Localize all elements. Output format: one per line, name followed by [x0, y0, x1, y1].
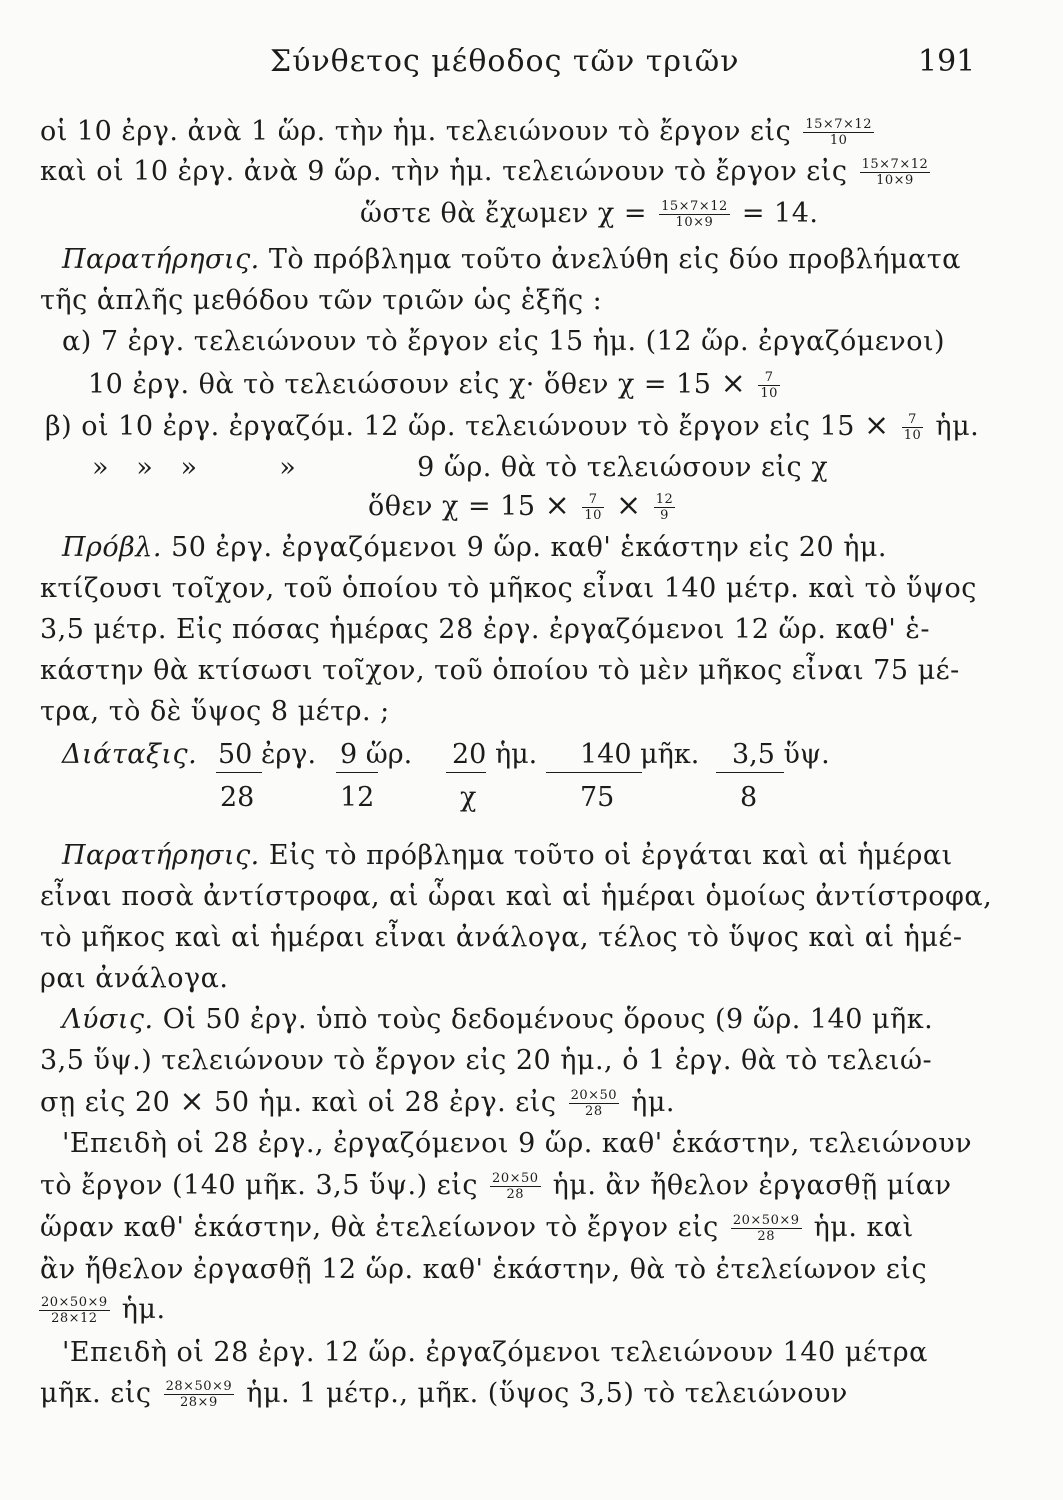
text-line: α) 7 ἐργ. τελειώνουν τὸ ἔργον εἰς 15 ἡμ. (12 ὥρ. ἐργαζόμενοι)	[62, 326, 946, 357]
paragraph-label: Παρατήρησις.	[62, 244, 260, 275]
fraction: $\frac{20\times 50\times 9}{28\times 12}$	[41, 1295, 108, 1326]
ditto-marks: » » » »	[92, 452, 297, 483]
equation-line: ὅθεν χ = 15 × $\frac{7}{10}$ × $\frac{12}{9}$	[368, 488, 674, 523]
text-line: ραι ἀνάλογα.	[40, 963, 229, 994]
text-line: 3,5 μέτρ. Εἰς πόσας ἡμέρας 28 ἐργ. ἐργαζόμενοι 12 ὥρ. καθ' ἑ-	[40, 614, 930, 645]
text-line: Παρατήρησις. Εἰς τὸ πρόβλημα τοῦτο οἱ ἐργάται καὶ αἱ ἡμέραι	[62, 840, 953, 871]
text-line: ὥραν καθ' ἑκάστην, θὰ ἐτελείωνον τὸ ἔργον εἰς $\frac{20\times 50\times 9}{28}$ ἡμ. καὶ	[40, 1212, 914, 1244]
disposition-bar	[716, 772, 784, 773]
paragraph-label: Λύσις.	[62, 1004, 154, 1035]
text-line: ἂν ἤθελον ἐργασθῇ 12 ὥρ. καθ' ἑκάστην, θὰ τὸ ἐτελείωνον εἰς	[40, 1254, 928, 1285]
text-line: Λύσις. Οἱ 50 ἐργ. ὑπὸ τοὺς δεδομένους ὅρους (9 ὥρ. 140 μῆκ.	[62, 1004, 934, 1035]
text-line: 'Επειδὴ οἱ 28 ἐργ., ἐργαζόμενοι 9 ὥρ. καθ' ἑκάστην, τελειώνουν	[62, 1128, 973, 1159]
fraction: $\frac{20\times 50}{28}$	[570, 1088, 618, 1119]
fraction: $\frac{7}{10}$	[760, 370, 778, 401]
text-line: τρα, τὸ δὲ ὕψος 8 μέτρ. ;	[40, 696, 390, 727]
text-line: καὶ οἱ 10 ἐργ. ἀνὰ 9 ὥρ. τὴν ἡμ. τελειώνουν τὸ ἔργον εἰς $\frac{15\times 7\times 12}{10\times 9}$	[40, 156, 929, 188]
fraction: $\frac{15\times 7\times 12}{10\times 9}$	[861, 157, 929, 188]
fraction: $\frac{7}{10}$	[903, 412, 922, 443]
equation-line: 10 ἐργ. θὰ τὸ τελειώσουν εἰς χ· ὅθεν χ = 15 × $\frac{7}{10}$	[88, 366, 778, 401]
fraction: $\frac{15\times 7\times 12}{10\times 9}$	[661, 199, 728, 230]
text-line: κτίζουσι τοῖχον, τοῦ ὁποίου τὸ μῆκος εἶναι 140 μέτρ. καὶ τὸ ὕψος	[40, 573, 977, 604]
fraction: $\frac{20\times 50}{28}$	[492, 1171, 539, 1202]
text-line: τὸ ἔργον (140 μῆκ. 3,5 ὕψ.) εἰς $\frac{20\times 50}{28}$ ἡμ. ἂν ἤθελον ἐργασθῇ μίαν	[40, 1170, 952, 1202]
disposition-bar	[216, 772, 262, 773]
equation-line: ὥστε θὰ ἔχωμεν χ = $\frac{15\times 7\times 12}{10\times 9}$ = 14.	[360, 198, 819, 230]
disposition-bar	[336, 772, 378, 773]
text-line: μῆκ. εἰς $\frac{28\times 50\times 9}{28\times 9}$ ἡμ. 1 μέτρ., μῆκ. (ὕψος 3,5) τὸ τελειώνουν	[40, 1378, 848, 1410]
text-line: εἶναι ποσὰ ἀντίστροφα, αἱ ὧραι καὶ αἱ ἡμέραι ὁμοίως ἀντίστροφα,	[40, 881, 993, 912]
text-line: κάστην θὰ κτίσωσι τοῖχον, τοῦ ὁποίου τὸ μὲν μῆκος εἶναι 75 μέ-	[40, 655, 960, 686]
paragraph-label: Πρόβλ.	[62, 532, 162, 563]
text-line: τῆς ἁπλῆς μεθόδου τῶν τριῶν ὡς ἑξῆς :	[40, 285, 603, 316]
text-line: 3,5 ὕψ.) τελειώνουν τὸ ἔργον εἰς 20 ἡμ., ὁ 1 ἐργ. θὰ τὸ τελειώ-	[40, 1045, 933, 1076]
disposition-bar	[446, 772, 486, 773]
fraction: $\frac{12}{9}$	[655, 492, 674, 523]
text-line: » » » » 9 ὥρ. θὰ τὸ τελειώσουν εἰς χ	[92, 448, 828, 488]
text-line: τὸ μῆκος καὶ αἱ ἡμέραι εἶναι ἀνάλογα, τέλος τὸ ὕψος καὶ αἱ ἡμέ-	[40, 922, 963, 953]
book-page: Σύνθετος μέθοδος τῶν τριῶν 191 οἱ 10 ἐργ. ἀνὰ 1 ὥρ. τὴν ἡμ. τελειώνουν τὸ ἔργον εἰς $\frac{15\times 7\times 12}{10}$ καὶ οἱ 10 ἐργ. ἀνὰ 9 ὥρ. τὴν ἡμ. τελειώνουν τὸ ἔργον εἰς $\frac{15\times 7\times 12}{10\times 9}$ ὥστε θὰ ἔχωμεν χ = $\frac{15\times 7\times 12}{10\times 9}$ = 14. Παρατήρησις. Τὸ πρόβλημα τοῦτο ἀνελύθη εἰς δύο προβλήματα τῆς ἁπλῆς μεθόδου τῶν τριῶν ὡς ἑξῆς : α) 7 ἐργ. τελειώνουν τὸ ἔργον εἰς 15 ἡμ. (12 ὥρ. ἐργαζόμενοι) 10 ἐργ. θὰ τὸ τελειώσουν εἰς χ· ὅθεν χ = 15 × $\frac{7}{10}$ β) οἱ 10 ἐργ. ἐργαζόμ. 12 ὥρ. τελειώνουν τὸ ἔργον εἰς 15 × $\frac{7}{10}$ ἡμ. » » » » 9 ὥρ. θὰ τὸ τελειώσουν εἰς χ ὅθεν χ = 15 × $\frac{7}{10}$ × $\frac{12}{9}$ Πρόβλ. 50 ἐργ. ἐργαζόμενοι 9 ὥρ. καθ' ἑκάστην εἰς 20 ἡμ. κτίζουσι τοῖχον, τοῦ ὁποίου τὸ μῆκος εἶναι 140 μέτρ. καὶ τὸ ὕψος 3,5 μέτρ. Εἰς πόσας ἡμέρας 28 ἐργ. ἐργαζόμενοι 12 ὥρ. καθ' ἑ- κάστην θὰ κτίσωσι τοῖχον, τοῦ ὁποίου τὸ μὲν μῆκος εἶναι 75 μέ- τρα, τὸ δὲ ὕψος 8 μέτρ. ; Διάταξις. 50 ἐργ. 9 ὥρ. 20 ἡμ. 140 μῆκ. 3,5 ὕψ. 28 12 χ 75 8 Παρατήρησις. Εἰς τὸ πρόβλημα τοῦτο οἱ ἐργάται καὶ αἱ ἡμέραι εἶναι ποσὰ ἀντίστροφα, αἱ ὧραι καὶ αἱ ἡμέραι ὁμοίως ἀντίστροφα, τὸ μῆκος καὶ αἱ ἡμέραι εἶναι ἀνάλογα, τέλος τὸ ὕψος καὶ αἱ ἡμέ- ραι ἀνάλογα. Λύσις. Οἱ 50 ἐργ. ὑπὸ τοὺς δεδομένους ὅρους (9 ὥρ. 140 μῆκ. 3,5 ὕψ.) τελειώνουν τὸ ἔργον εἰς 20 ἡμ., ὁ 1 ἐργ. θὰ τὸ τελειώ- σῃ εἰς 20 × 50 ἡμ. καὶ οἱ 28 ἐργ. εἰς $\frac{20\times 50}{28}$ ἡμ. 'Επειδὴ οἱ 28 ἐργ., ἐργαζόμενοι 9 ὥρ. καθ' ἑκάστην, τελειώνουν τὸ ἔργον (140 μῆκ. 3,5 ὕψ.) εἰς $\frac{20\times 50}{28}$ ἡμ. ἂν ἤθελον ἐργασθῇ μίαν ὥραν καθ' ἑκάστην, θὰ ἐτελείωνον τὸ ἔργον εἰς $\frac{20\times 50\times 9}{28}$ ἡμ. καὶ ἂν ἤθελον ἐργασθῇ 12 ὥρ. καθ' ἑκάστην, θὰ τὸ ἐτελείωνον εἰς $\frac{20\times 50\times 9}{28\times 12}$ ἡμ. 'Επειδὴ οἱ 28 ἐργ. 12 ὥρ. ἐργαζόμενοι τελειώνουν 140 μέτρα μῆκ. εἰς $\frac{28\times 50\times 9}{28\times 9}$ ἡμ. 1 μέτρ., μῆκ. (ὕψος 3,5) τὸ τελειώνουν	[0, 0, 1063, 1500]
equation-line: $\frac{20\times 50\times 9}{28\times 12}$ ἡμ.	[41, 1294, 166, 1326]
text-line: οἱ 10 ἐργ. ἀνὰ 1 ὥρ. τὴν ἡμ. τελειώνουν τὸ ἔργον εἰς $\frac{15\times 7\times 12}{10}$	[40, 116, 872, 148]
text-line: β) οἱ 10 ἐργ. ἐργαζόμ. 12 ὥρ. τελειώνουν τὸ ἔργον εἰς 15 × $\frac{7}{10}$ ἡμ.	[45, 408, 980, 443]
running-title: Σύνθετος μέθοδος τῶν τριῶν	[270, 44, 740, 79]
text-line: Πρόβλ. 50 ἐργ. ἐργαζόμενοι 9 ὥρ. καθ' ἑκάστην εἰς 20 ἡμ.	[62, 532, 888, 563]
fraction: $\frac{7}{10}$	[584, 492, 602, 523]
paragraph-label: Παρατήρησις.	[62, 840, 260, 871]
text-line: σῃ εἰς 20 × 50 ἡμ. καὶ οἱ 28 ἐργ. εἰς $\frac{20\times 50}{28}$ ἡμ.	[40, 1084, 675, 1119]
page-number: 191	[918, 44, 976, 79]
page-header	[0, 44, 1063, 94]
fraction: $\frac{20\times 50\times 9}{28}$	[732, 1213, 800, 1244]
disposition-bar	[546, 772, 642, 773]
text-line: Παρατήρησις. Τὸ πρόβλημα τοῦτο ἀνελύθη εἰς δύο προβλήματα	[62, 244, 961, 275]
fraction: $\frac{28\times 50\times 9}{28\times 9}$	[165, 1379, 233, 1410]
fraction: $\frac{15\times 7\times 12}{10}$	[805, 117, 872, 148]
text-line: 'Επειδὴ οἱ 28 ἐργ. 12 ὥρ. ἐργαζόμενοι τελειώνουν 140 μέτρα	[62, 1337, 928, 1368]
paragraph-label: Διάταξις.	[62, 739, 198, 770]
